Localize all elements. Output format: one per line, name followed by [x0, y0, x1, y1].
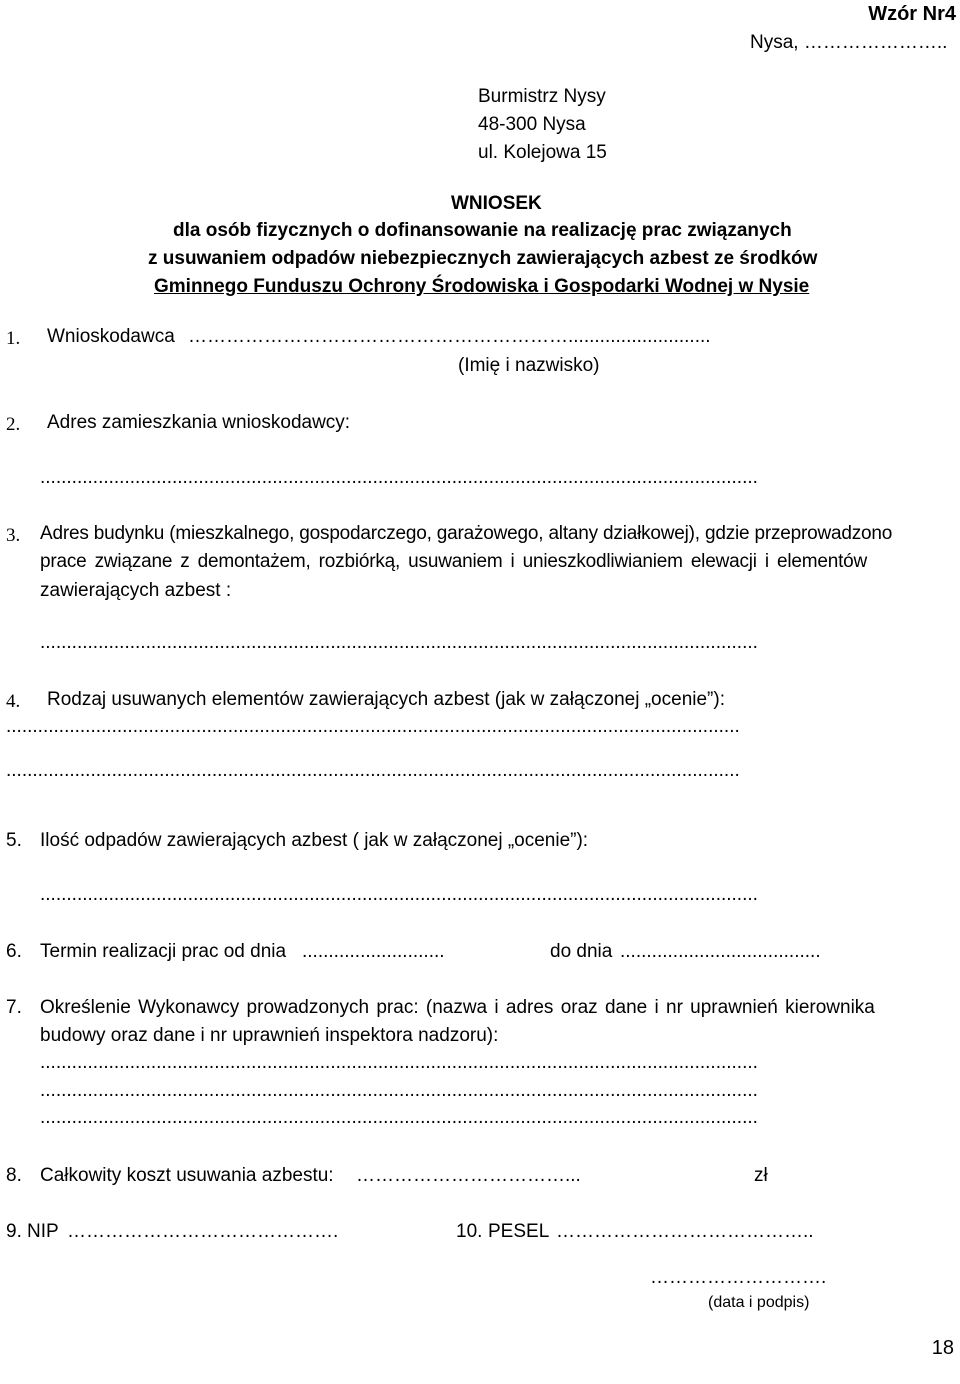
- title-line-2: z usuwaniem odpadów niebezpiecznych zawierających azbest ze środków: [148, 248, 818, 269]
- applicant-label: Wnioskodawca: [47, 326, 175, 347]
- building-address-text-1: Adres budynku (mieszkalnego, gospodarczego, garażowego, altany działkowej), gdzie przeprowadzono: [40, 523, 893, 544]
- work-period-label: Termin realizacji prac od dnia: [40, 941, 287, 962]
- item-number: 5.: [6, 830, 22, 851]
- recipient-name: Burmistrz Nysy: [478, 86, 606, 107]
- work-start-date-field[interactable]: ...........................: [302, 941, 445, 962]
- contractor-field-2[interactable]: ........................................................................................................................................: [40, 1080, 758, 1101]
- item-number: 9.: [6, 1221, 22, 1242]
- building-address-field[interactable]: ........................................................................................................................................: [40, 632, 758, 653]
- building-address-text-3: zawierających azbest :: [40, 580, 232, 601]
- element-types-field-2[interactable]: ...........................................................................................................................................: [6, 760, 740, 781]
- item-number: 3.: [6, 525, 21, 546]
- waste-amount-field[interactable]: ........................................................................................................................................: [40, 884, 758, 905]
- total-cost-field[interactable]: ……………………………...: [356, 1165, 581, 1186]
- page-number: 18: [931, 1337, 954, 1359]
- element-types-field-1[interactable]: ...........................................................................................................................................: [6, 716, 740, 737]
- item-number: 6.: [6, 941, 22, 962]
- pesel-label: PESEL: [488, 1221, 550, 1242]
- recipient-postcode: 48-300 Nysa: [478, 114, 586, 135]
- title-line-1: dla osób fizycznych o dofinansowanie na realizację prac związanych: [173, 220, 792, 241]
- title-line-3: Gminnego Funduszu Ochrony Środowiska i Gospodarki Wodnej w Nysie: [154, 276, 810, 297]
- item-number: 1.: [6, 328, 21, 349]
- signature-caption: (data i podpis): [708, 1294, 810, 1311]
- applicant-name-caption: (Imię i nazwisko): [458, 355, 600, 376]
- currency-unit: zł: [754, 1165, 768, 1186]
- nip-field[interactable]: …………………………………….: [67, 1221, 339, 1242]
- place-date: Nysa, …………………..: [750, 32, 948, 53]
- contractor-text-1: Określenie Wykonawcy prowadzonych prac: (nazwa i adres oraz dane i nr uprawnień kierownika: [40, 997, 875, 1018]
- waste-amount-label: Ilość odpadów zawierających azbest ( jak w załączonej „ocenie”):: [40, 830, 589, 851]
- contractor-field-1[interactable]: ........................................................................................................................................: [40, 1052, 758, 1073]
- work-period-to-label: do dnia: [550, 941, 613, 962]
- total-cost-label: Całkowity koszt usuwania azbestu:: [40, 1165, 334, 1186]
- title-heading: WNIOSEK: [451, 193, 542, 214]
- contractor-text-2: budowy oraz dane i nr uprawnień inspektora nadzoru):: [40, 1025, 499, 1046]
- item-number: 8.: [6, 1165, 22, 1186]
- pesel-field[interactable]: …………………………………..: [556, 1221, 814, 1242]
- applicant-address-label: Adres zamieszkania wnioskodawcy:: [47, 412, 351, 433]
- contractor-field-3[interactable]: ........................................................................................................................................: [40, 1107, 758, 1128]
- building-address-text-2: prace związane z demontażem, rozbiórką, usuwaniem i unieszkodliwianiem elewacji i elementów: [40, 551, 868, 572]
- item-number: 2.: [6, 414, 21, 435]
- item-number: 7.: [6, 997, 22, 1018]
- element-types-label: Rodzaj usuwanych elementów zawierających azbest (jak w załączonej „ocenie”):: [47, 689, 725, 710]
- nip-label: NIP: [27, 1221, 59, 1242]
- form-label: Wzór Nr4: [868, 3, 956, 25]
- recipient-street: ul. Kolejowa 15: [478, 142, 607, 163]
- work-end-date-field[interactable]: ......................................: [620, 941, 821, 962]
- applicant-address-field[interactable]: ........................................................................................................................................: [40, 467, 758, 488]
- item-number: 4.: [6, 691, 21, 712]
- item-number: 10.: [456, 1221, 483, 1242]
- applicant-name-field[interactable]: ……………………………………………………...........................: [188, 326, 711, 347]
- signature-field[interactable]: ……………………….: [650, 1267, 827, 1288]
